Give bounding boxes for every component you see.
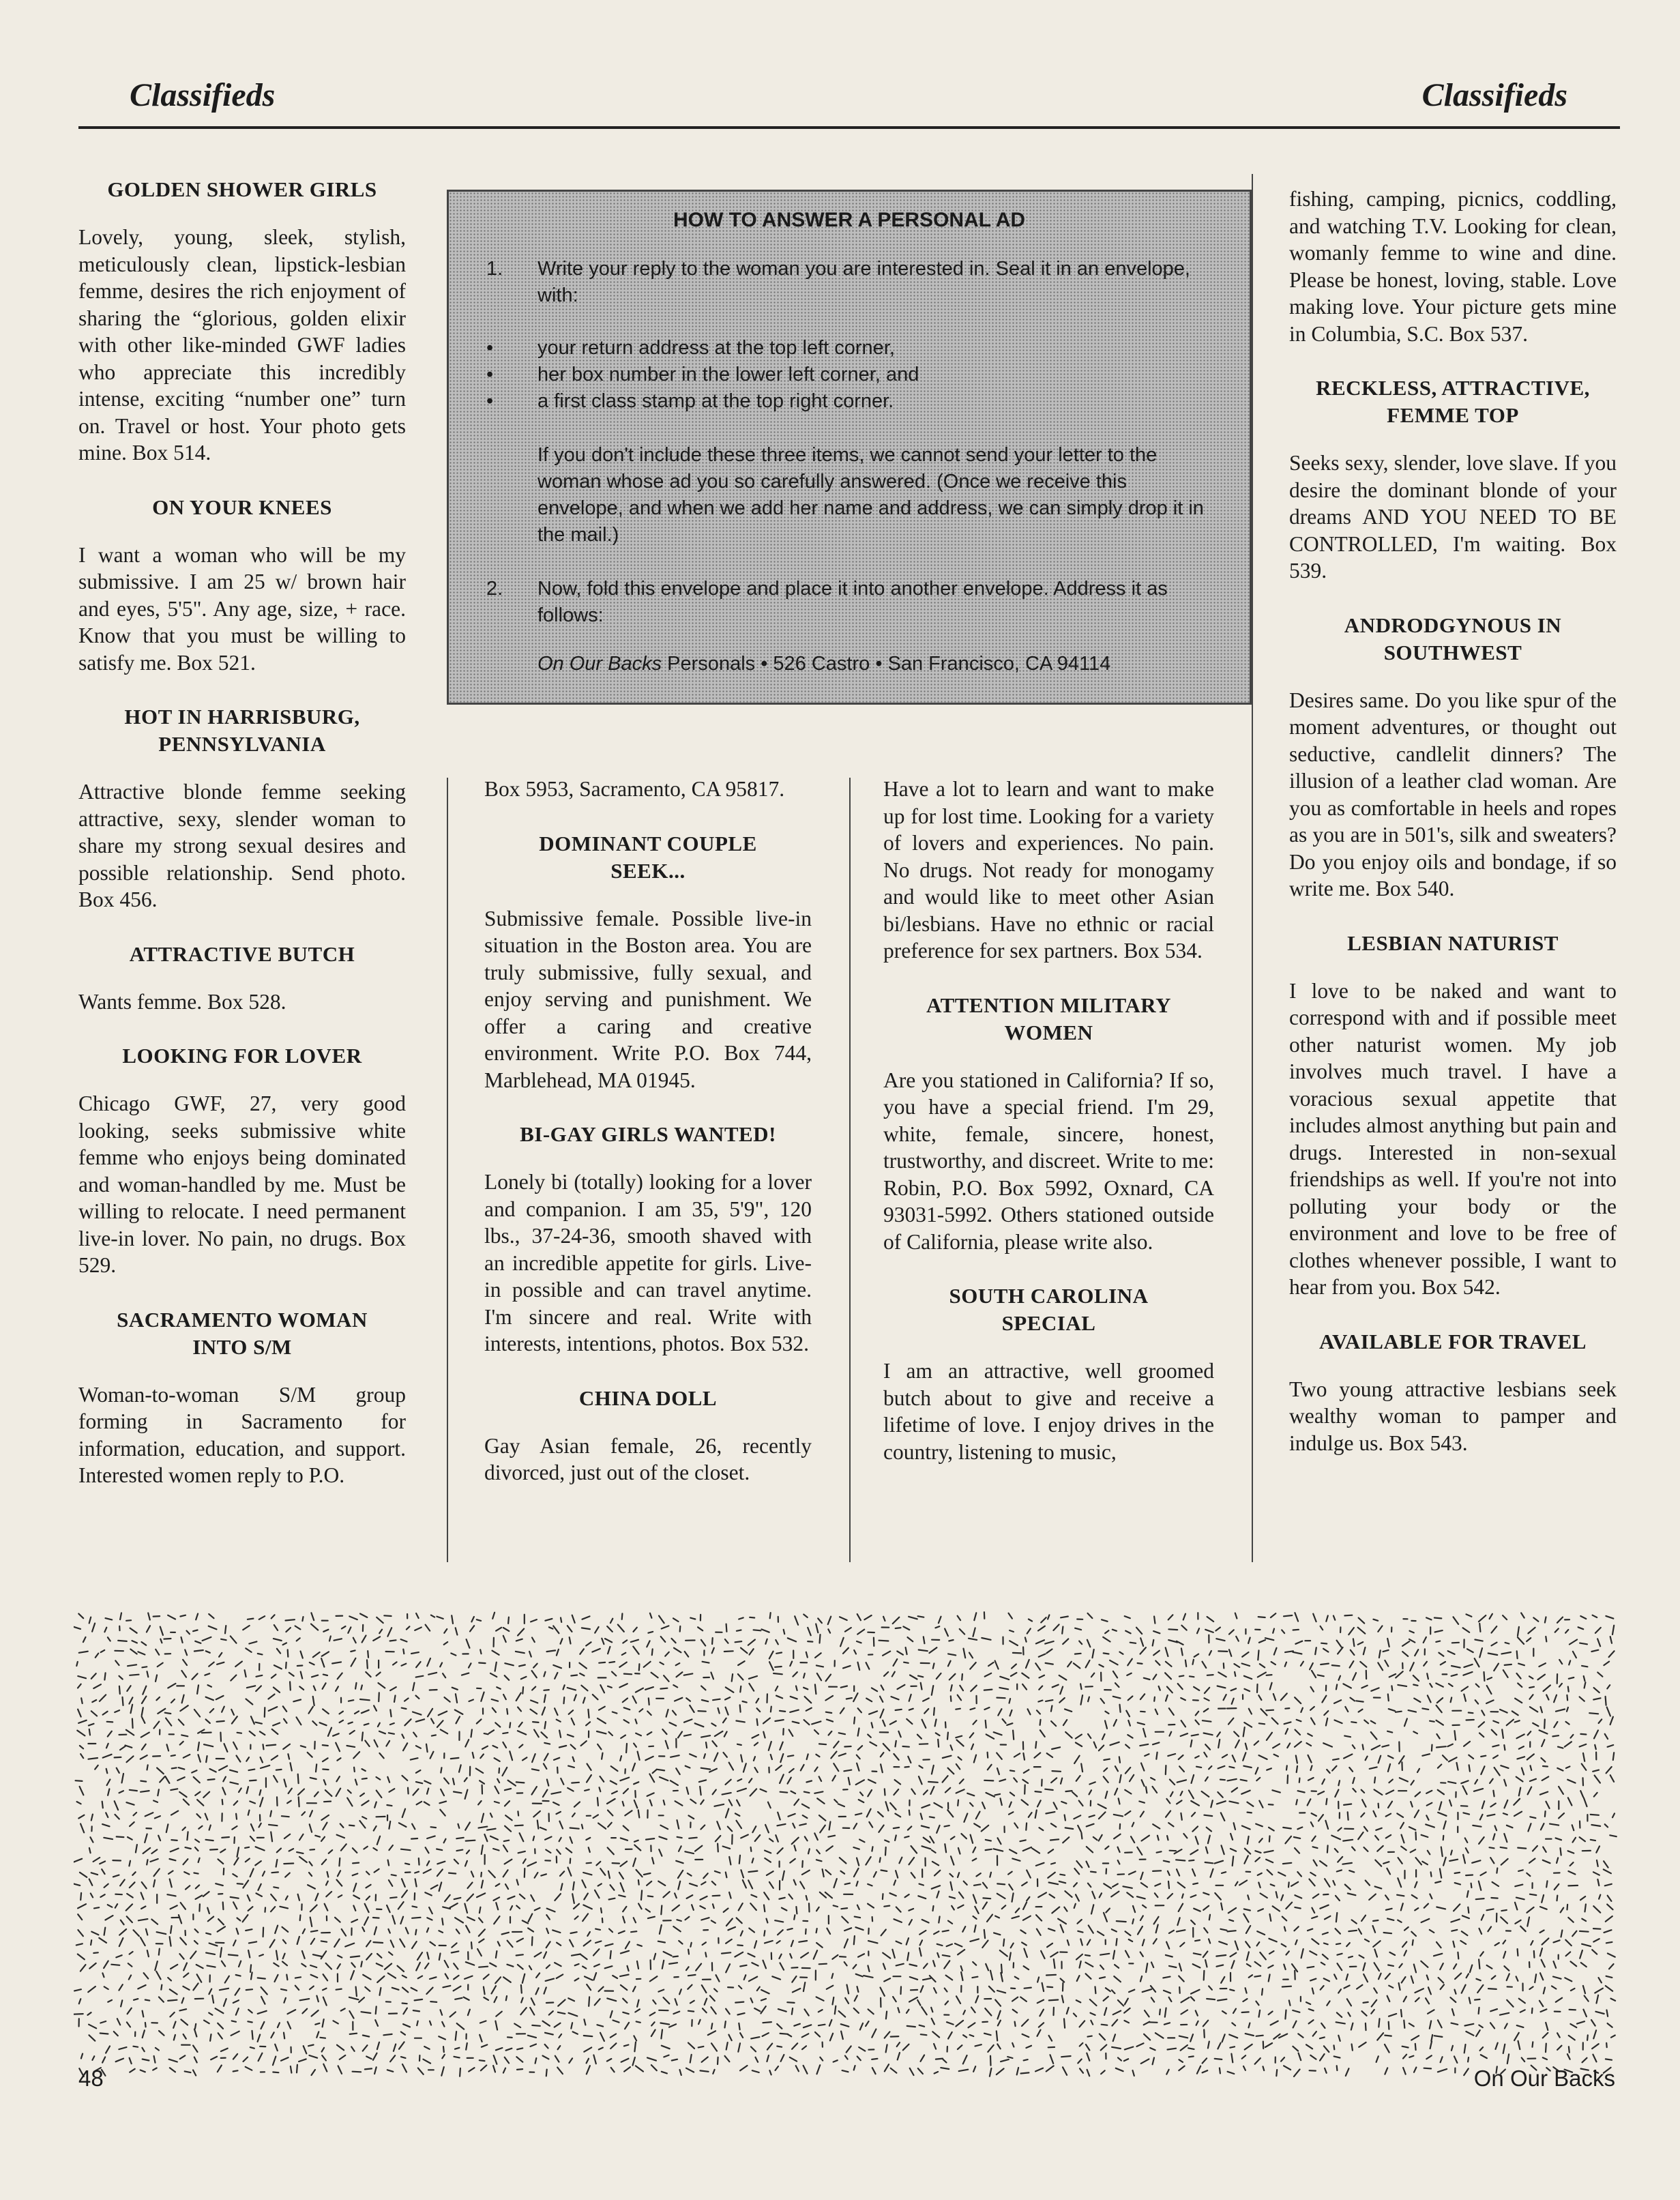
ad-body: Woman-to-woman S/M group forming in Sacramento for information, education, and support. Interested women reply to P.O. [78, 1382, 406, 1487]
ad-body: Lonely bi (totally) looking for a lover and companion. I am 35, 5'9", 120 lbs., 37-24-36, smooth shaved with an incredible appetite for girls. Live-in possible and can travel anytime. I'm sincere and real. Write with interests, intentions, photos. Box 532. [484, 1170, 812, 1355]
section-title-right: Classifieds [1421, 77, 1567, 113]
howto-warning [486, 442, 1212, 576]
bullet-text: your return address at the top left corner, [537, 337, 895, 359]
step-number: 1. [486, 258, 503, 280]
ad-title-line: DOMINANT COUPLE [539, 831, 757, 855]
ad-body: Attractive blonde femme seeking attractive, sexy, slender woman to share my strong sexual desires and possible relationship. Send photo. Box 456. [78, 780, 406, 911]
ad-body: Gay Asian female, 26, recently divorced, just out of the closet. [484, 1433, 812, 1484]
ad-title: BI-GAY GIRLS WANTED! [520, 1122, 776, 1146]
ad-title-line: HOT IN HARRISBURG, [124, 705, 360, 729]
ad-title-line: FEMME TOP [1387, 403, 1519, 427]
ad-body: Seeks sexy, slender, love slave. If you desire the dominant blonde of your dreams AND YOU NEED TO BE CONTROLLED, I'm waiting. Box 539. [1289, 451, 1617, 583]
ad-body: Box 5953, Sacramento, CA 95817. [484, 777, 785, 801]
bullet-text: her box number in the lower left corner, and [537, 364, 919, 385]
ad-body: Desires same. Do you like spur of the moment adventures, or thought out seductive, candlelit dinners? The illusion of a leather clad woman. Are you as comfortable in heels and ropes as you are in 501's, silk and sweaters? Do you enjoy oils and bondage, if so write me. Box 540. [1289, 688, 1617, 900]
ad-title-line: RECKLESS, ATTRACTIVE, [1316, 376, 1590, 400]
how-to-answer-box [447, 190, 1252, 705]
step-text: Now, fold this envelope and place it into another envelope. Address it as follows: [537, 578, 1168, 626]
bullet-icon: • [486, 337, 494, 359]
bullet-text: a first class stamp at the top right corner. [537, 390, 894, 412]
ad-title: GOLDEN SHOWER GIRLS [107, 177, 377, 201]
howto-bullet [486, 388, 1212, 415]
column-divider [447, 778, 448, 1562]
ad-body: Have a lot to learn and want to make up for lost time. Looking for a variety of lovers and experiences. No pain. No drugs. Not ready for monogamy and would like to meet other Asian bi/lesbians. Have no ethnic or racial preference for sex partners. Box 534. [883, 777, 1214, 963]
ad-title [78, 1306, 406, 1361]
page-number: 48 [78, 2066, 104, 2091]
column-2 [484, 776, 812, 1514]
column-divider [849, 778, 851, 1562]
ad-body: Are you stationed in California? If so, you have a special friend. I'm 29, white, female, sincere, honest, trustworthy, and discreet. Write to me: Robin, P.O. Box 5992, Oxnard, CA 93031-5992. Others stationed outside of California, please write also. [883, 1068, 1214, 1254]
ad-body: Wants femme. Box 528. [78, 989, 286, 1014]
column-divider [1252, 174, 1253, 1562]
step-text: Write your reply to the woman you are interested in. Seal it in an envelope, with: [537, 258, 1190, 306]
ad-body: Lovely, young, sleek, stylish, meticulously clean, lipstick-lesbian femme, desires the rich enjoyment of sharing the “glorious, golden elixir with other like-minded GWF ladies who appreciate this incredibly intense, exciting “number one” turn on. Travel or host. Your photo gets mine. Box 514. [78, 225, 406, 465]
ad-title: CHINA DOLL [578, 1385, 718, 1410]
ad-title-line: ANDRODGYNOUS IN [1344, 613, 1562, 637]
ad-body: I am an attractive, well groomed butch about to give and receive a lifetime of love. I enjoy drives in the country, listening to music, [883, 1359, 1214, 1464]
ad-title: AVAILABLE FOR TRAVEL [1319, 1329, 1587, 1353]
ad-title-line: SOUTH CAROLINA [949, 1284, 1149, 1308]
ad-title [1289, 612, 1617, 666]
howto-address [486, 651, 1212, 677]
howto-title: HOW TO ANSWER A PERSONAL AD [673, 209, 1026, 231]
ad-title-line: WOMEN [1004, 1020, 1093, 1044]
ad-title [78, 703, 406, 758]
column-4 [1289, 186, 1617, 1484]
howto-bullet [486, 335, 1212, 362]
howto-bullet-list [486, 335, 1212, 415]
ad-title [883, 992, 1214, 1046]
column-1 [78, 176, 406, 1516]
section-title-left: Classifieds [130, 77, 276, 113]
howto-step-1 [486, 256, 1212, 309]
ad-body: Chicago GWF, 27, very good looking, seeks submissive white femme who enjoys being dominated and woman-handled by me. Must be willing to relocate. I need permanent live-in lover. No pain, no drugs. Box 529. [78, 1091, 406, 1277]
ad-title-line: INTO S/M [192, 1334, 292, 1359]
ad-title: ON YOUR KNEES [152, 495, 332, 519]
ad-title: ATTRACTIVE BUTCH [129, 941, 355, 966]
bullet-icon: • [486, 390, 494, 412]
address-text: Personals • 526 Castro • San Francisco, CA 94114 [662, 653, 1111, 675]
warning-text: If you don't include these three items, we cannot send your letter to the woman whose ad you so carefully answered. (Once we receive this envelope, and when we add her name and address, we can simply drop it in the mail.) [537, 444, 1204, 546]
ad-title-line: SACRAMENTO WOMAN [117, 1307, 368, 1332]
ad-title-line: PENNSYLVANIA [158, 732, 326, 756]
ad-title-line: SPECIAL [1001, 1311, 1096, 1335]
ad-title: LESBIAN NATURIST [1347, 930, 1559, 955]
step-number: 2. [486, 578, 503, 600]
ad-title: LOOKING FOR LOVER [122, 1044, 362, 1068]
ad-body: I love to be naked and want to correspond with and if possible meet other naturist women. My job involves much travel. I have a voracious sexual appetite that includes almost anything but pain and drugs. Interested in non-sexual friendships as well. If you're not into polluting your body or the environment and love to be free of clothes whenever possible, I want to hear from you. Box 542. [1289, 978, 1617, 1299]
ad-body: Submissive female. Possible live-in situation in the Boston area. You are truly submissive, fully sexual, and enjoy serving and punishment. We offer a caring and creative environment. Write P.O. Box 744, Marblehead, MA 01945. [484, 906, 812, 1092]
magazine-name: On Our Backs [1473, 2066, 1615, 2091]
howto-step-2 [486, 576, 1212, 629]
ad-body: Two young attractive lesbians seek wealthy woman to pamper and indulge us. Box 543. [1289, 1377, 1617, 1455]
ad-title-line: SOUTHWEST [1383, 640, 1522, 664]
address-magazine: On Our Backs [537, 653, 662, 675]
column-3 [883, 776, 1214, 1493]
header-bar [78, 0, 1620, 129]
ad-title [1289, 375, 1617, 429]
ad-title [883, 1282, 1214, 1337]
ad-title-line: SEEK... [610, 858, 686, 883]
ad-title-line: ATTENTION MILITARY [926, 993, 1171, 1017]
ad-body: I want a woman who will be my submissive. I am 25 w/ brown hair and eyes, 5'5". Any age, size, + race. Know that you must be willing to satisfy me. Box 521. [78, 542, 406, 675]
bullet-icon: • [486, 364, 494, 385]
ad-body: fishing, camping, picnics, coddling, and watching T.V. Looking for clean, womanly femme to wine and dine. Please be honest, loving, stable. Love making love. Your picture gets mine in Columbia, S.C. Box 537. [1289, 187, 1617, 346]
decorative-pattern [74, 1611, 1619, 2077]
howto-bullet [486, 362, 1212, 388]
ad-title [484, 830, 812, 885]
